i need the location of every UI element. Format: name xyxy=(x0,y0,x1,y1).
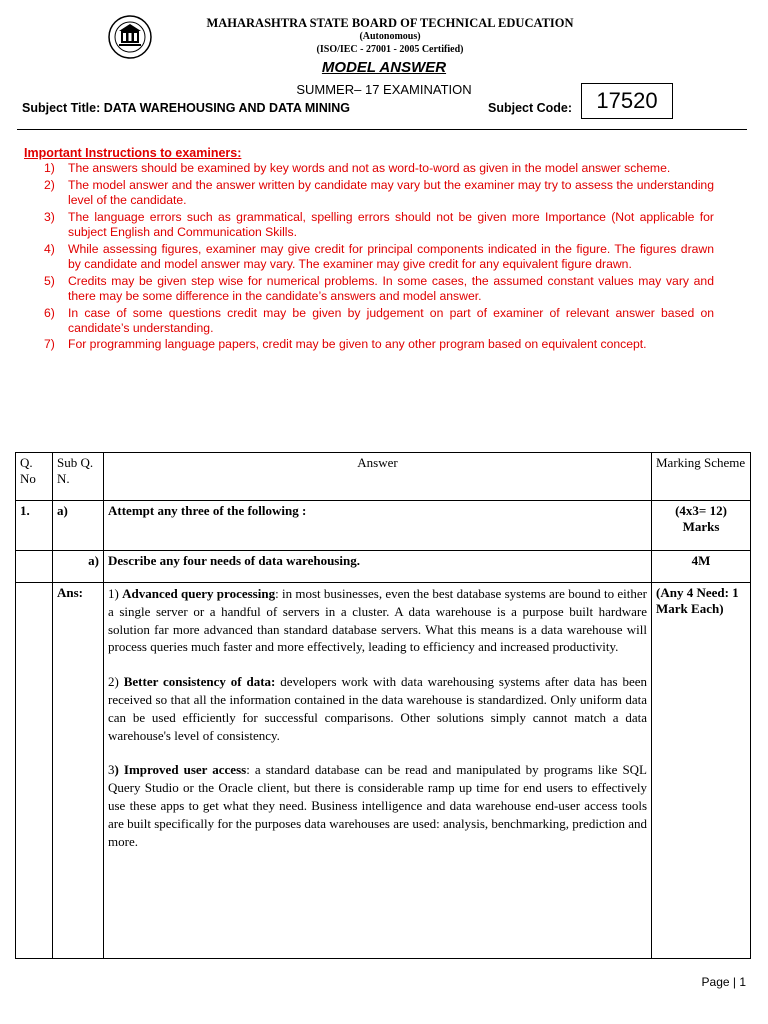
answer-table xyxy=(15,452,751,959)
sub-question: a) xyxy=(53,501,104,551)
instruction-item: 5) Credits may be given step wise for numerical problems. In some cases, the assumed constant values may vary and there may be some difference in the candidate’s answers and model answer. xyxy=(44,273,714,303)
page-number: Page | 1 xyxy=(701,975,746,989)
answer-paragraph: 2) Better consistency of data: developers work with data warehousing systems after data has been received so that all the information contained in the data warehouse is standardized. Only uniform data can be used efficiently for successful comparisons. Other solutions simply cannot match a data warehouse's level of consistency. xyxy=(108,674,647,743)
table-row xyxy=(16,583,751,959)
answer-body xyxy=(104,583,652,959)
marking-scheme: (Any 4 Need: 1 Mark Each) xyxy=(652,583,751,959)
instruction-item: 4) While assessing figures, examiner may give credit for principal components indicated in the figure. The figures drawn by candidate and model answer may vary. The examiner may give credit for any equivalent figure drawn. xyxy=(44,241,714,271)
instructions-heading: Important Instructions to examiners: xyxy=(24,146,242,160)
col-header-answer: Answer xyxy=(104,453,652,501)
marks: (4x3= 12) Marks xyxy=(652,501,751,551)
instruction-item: 7) For programming language papers, credit may be given to any other program based on equivalent concept. xyxy=(44,337,647,352)
table-row xyxy=(16,501,751,551)
instruction-item: 2) The model answer and the answer written by candidate may vary but the examiner may try to assess the understanding level of the candidate. xyxy=(44,177,714,208)
table-row xyxy=(16,551,751,583)
board-name: MAHARASHTRA STATE BOARD OF TECHNICAL EDUCATION xyxy=(206,16,574,30)
question-text: Attempt any three of the following : xyxy=(104,501,652,551)
msbte-logo-emblem xyxy=(107,14,153,60)
question-number-empty xyxy=(16,551,53,583)
instruction-item: 6) In case of some questions credit may be given by judgement on part of examiner of relevant answer based on candidate’s understanding. xyxy=(44,305,714,335)
answer-paragraph: 1) Advanced query processing: in most businesses, even the best database systems are bound to either a single server or a handful of servers in a cluster. A data warehouse is a purpose built hardware solution far more advanced than standard database servers. What this means is a data warehouse will process queries much faster and more effectively, leading to efficiency and increased productivity. xyxy=(108,586,647,655)
model-answer-title: MODEL ANSWER xyxy=(321,59,447,76)
header-divider xyxy=(17,129,747,130)
col-header-marking: Marking Scheme xyxy=(652,453,751,501)
answer-paragraph: 3) Improved user access: a standard database can be read and manipulated by programs like SQL Query Studio or the Oracle client, but there is considerable ramp up time for end users to effectively use these apps to get what they need. Business intelligence and data warehouse end-user access tools are built specifically for the purposes data warehouses are used: analysis, benchmarking, prediction and more. xyxy=(108,762,647,849)
instructions-list xyxy=(24,161,714,352)
instruction-item: 3) The language errors such as grammatical, spelling errors should not be given more Importance (Not applicable for subject English and Communication Skills. xyxy=(44,209,714,240)
board-header xyxy=(190,17,590,56)
autonomous-label: (Autonomous) xyxy=(359,31,421,42)
subject-code-box: 17520 xyxy=(581,83,673,119)
question-number-empty xyxy=(16,583,53,959)
sub-question: a) xyxy=(53,551,104,583)
subject-title: Subject Title: DATA WAREHOUSING AND DATA MINING xyxy=(22,101,351,115)
certification-label: (ISO/IEC - 27001 - 2005 Certified) xyxy=(316,44,464,55)
marks: 4M xyxy=(652,551,751,583)
answer-label: Ans: xyxy=(53,583,104,959)
exam-session: SUMMER– 17 EXAMINATION xyxy=(296,82,472,97)
col-header-qno: Q. No xyxy=(16,453,53,501)
question-text: Describe any four needs of data warehousing. xyxy=(104,551,652,583)
col-header-subqn: Sub Q. N. xyxy=(53,453,104,501)
question-number: 1. xyxy=(16,501,53,551)
instruction-item: 1) The answers should be examined by key words and not as word-to-word as given in the model answer scheme. xyxy=(44,161,671,176)
table-header-row xyxy=(16,453,751,501)
examiner-instructions xyxy=(24,146,714,354)
subject-code-label: Subject Code: xyxy=(488,101,573,115)
